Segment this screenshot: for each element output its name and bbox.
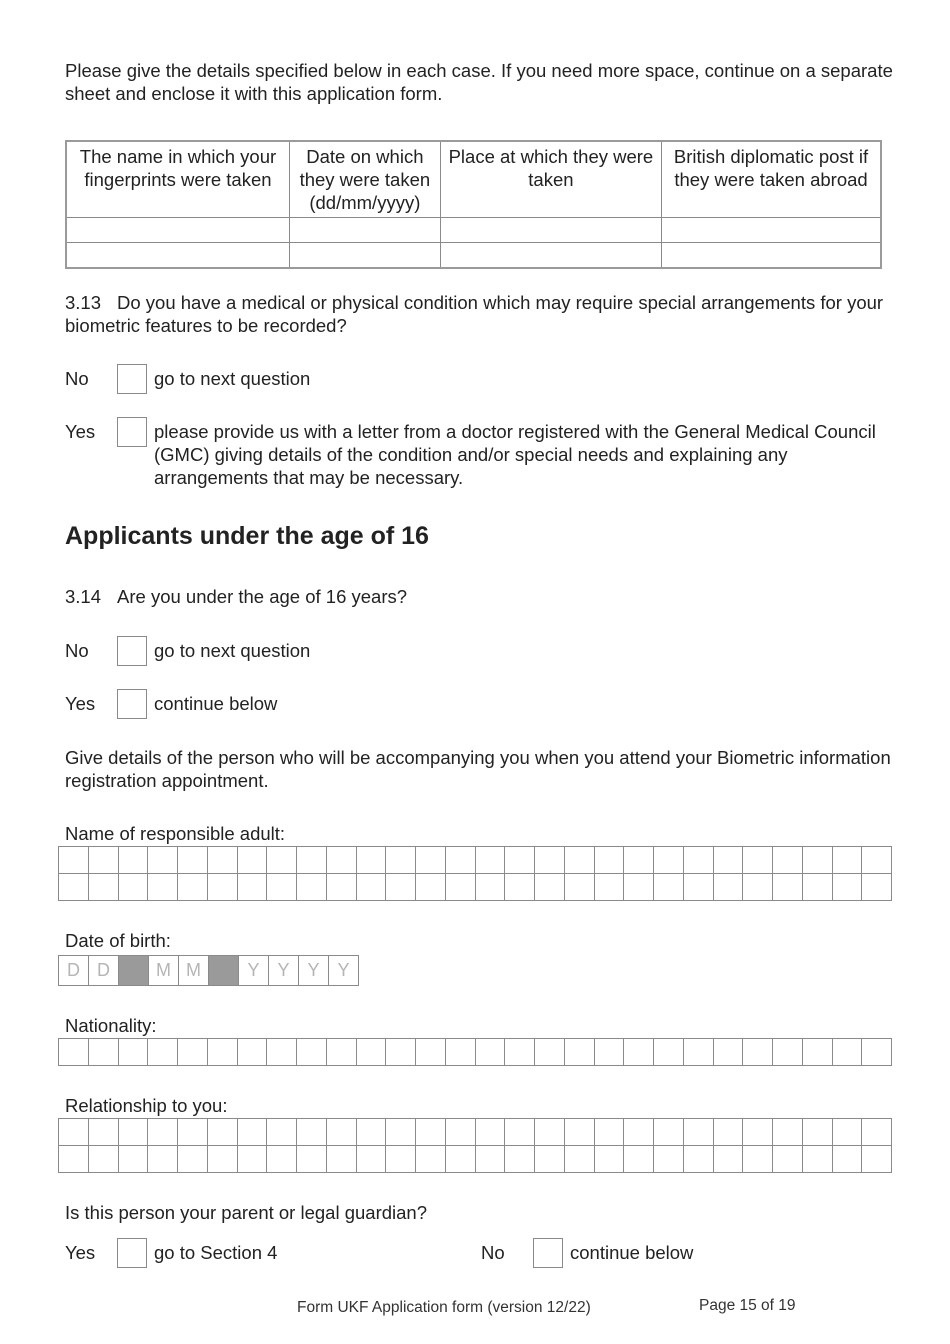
character-box[interactable] (89, 1119, 119, 1146)
character-box[interactable] (714, 1039, 744, 1066)
character-box[interactable] (505, 874, 535, 901)
character-box[interactable] (119, 1146, 149, 1173)
character-box[interactable] (684, 1039, 714, 1066)
guardian-no-note: continue below (570, 1242, 694, 1263)
table-header: Place at which they were taken (440, 141, 661, 218)
nationality-label: Nationality: (65, 1015, 157, 1036)
character-box[interactable] (297, 847, 327, 874)
character-box[interactable] (476, 1039, 506, 1066)
character-box[interactable] (178, 1146, 208, 1173)
table-cell[interactable] (66, 218, 289, 243)
character-box[interactable] (714, 1146, 744, 1173)
character-box[interactable] (59, 874, 89, 901)
character-box[interactable] (565, 1039, 595, 1066)
character-box[interactable] (773, 1039, 803, 1066)
character-box[interactable] (267, 874, 297, 901)
character-box[interactable] (178, 1039, 208, 1066)
question-text: Are you under the age of 16 years? (117, 586, 408, 607)
character-box[interactable] (714, 1119, 744, 1146)
character-box[interactable] (684, 874, 714, 901)
character-box[interactable] (684, 1146, 714, 1173)
relationship-input[interactable] (58, 1118, 892, 1173)
character-box[interactable] (476, 1119, 506, 1146)
character-box[interactable] (416, 1146, 446, 1173)
character-box[interactable] (803, 1039, 833, 1066)
character-box[interactable] (148, 1119, 178, 1146)
character-box[interactable] (119, 1039, 149, 1066)
character-box[interactable] (862, 1039, 892, 1066)
character-box[interactable] (505, 847, 535, 874)
character-box[interactable] (178, 1119, 208, 1146)
dob-year-cell[interactable]: Y (239, 956, 269, 986)
question-number: 3.13 (65, 292, 102, 313)
character-box[interactable] (238, 1039, 268, 1066)
table-cell[interactable] (66, 243, 289, 269)
character-box[interactable] (833, 847, 863, 874)
q313-yes-label: Yes (65, 421, 96, 442)
character-box[interactable] (357, 1119, 387, 1146)
character-box[interactable] (148, 874, 178, 901)
character-box[interactable] (238, 874, 268, 901)
character-box[interactable] (178, 874, 208, 901)
character-box[interactable] (327, 847, 357, 874)
guardian-no-label: No (481, 1242, 505, 1263)
character-box[interactable] (119, 847, 149, 874)
character-box[interactable] (535, 874, 565, 901)
character-box[interactable] (386, 874, 416, 901)
q314-yes-note: continue below (154, 693, 278, 714)
character-box[interactable] (148, 847, 178, 874)
character-box[interactable] (624, 847, 654, 874)
character-box[interactable] (386, 1146, 416, 1173)
table-row (66, 218, 881, 243)
q313-no-note: go to next question (154, 368, 311, 389)
character-box[interactable] (267, 847, 297, 874)
q314-yes-checkbox[interactable] (117, 689, 147, 719)
character-box[interactable] (803, 1119, 833, 1146)
character-box[interactable] (714, 874, 744, 901)
character-box[interactable] (773, 874, 803, 901)
character-box[interactable] (476, 1146, 506, 1173)
character-box[interactable] (267, 1119, 297, 1146)
character-box[interactable] (89, 1039, 119, 1066)
character-box[interactable] (505, 1119, 535, 1146)
character-box[interactable] (386, 1039, 416, 1066)
guardian-no-checkbox[interactable] (533, 1238, 563, 1268)
name-label: Name of responsible adult: (65, 823, 286, 844)
character-box[interactable] (743, 874, 773, 901)
table-header: British diplomatic post if they were taken abroad (662, 141, 881, 218)
q314-no-checkbox[interactable] (117, 636, 147, 666)
character-box[interactable] (208, 1119, 238, 1146)
q314-no-note: go to next question (154, 640, 311, 661)
character-box[interactable] (208, 1146, 238, 1173)
q313-yes-checkbox[interactable] (117, 417, 147, 447)
character-box[interactable] (446, 847, 476, 874)
character-box[interactable] (446, 1146, 476, 1173)
character-box[interactable] (624, 1119, 654, 1146)
character-box[interactable] (446, 874, 476, 901)
dob-input[interactable] (58, 955, 359, 986)
question-3-13 (65, 291, 905, 337)
accompany-text: Give details of the person who will be accompanying you when you attend your Biometric information registration appointment. (65, 747, 891, 791)
character-box[interactable] (386, 847, 416, 874)
character-box[interactable] (833, 1146, 863, 1173)
dob-year-cell[interactable]: Y (329, 956, 359, 986)
character-box[interactable] (803, 874, 833, 901)
character-box[interactable] (446, 1039, 476, 1066)
character-box[interactable] (297, 1146, 327, 1173)
character-box[interactable] (743, 1119, 773, 1146)
character-box[interactable] (833, 1039, 863, 1066)
character-box[interactable] (416, 1039, 446, 1066)
table-row (66, 243, 881, 269)
character-box[interactable] (595, 1039, 625, 1066)
character-box[interactable] (238, 847, 268, 874)
footer-page-number: Page 15 of 19 (699, 1297, 796, 1314)
character-box[interactable] (773, 1146, 803, 1173)
character-box[interactable] (743, 847, 773, 874)
table-cell[interactable] (289, 243, 440, 269)
character-box[interactable] (505, 1146, 535, 1173)
character-box[interactable] (535, 847, 565, 874)
character-box[interactable] (59, 847, 89, 874)
character-box[interactable] (833, 1119, 863, 1146)
character-box[interactable] (743, 1039, 773, 1066)
table-cell[interactable] (289, 218, 440, 243)
character-box[interactable] (208, 847, 238, 874)
character-box[interactable] (267, 1039, 297, 1066)
character-box[interactable] (862, 1119, 892, 1146)
character-box[interactable] (862, 847, 892, 874)
character-box[interactable] (327, 874, 357, 901)
character-box[interactable] (684, 847, 714, 874)
fingerprints-table (65, 140, 882, 269)
character-box[interactable] (119, 1119, 149, 1146)
responsible-adult-name-input[interactable] (58, 846, 892, 901)
character-box[interactable] (178, 847, 208, 874)
character-box[interactable] (416, 874, 446, 901)
table-cell[interactable] (662, 243, 881, 269)
character-box[interactable] (773, 1119, 803, 1146)
character-box[interactable] (565, 1119, 595, 1146)
dob-year-cell[interactable]: Y (299, 956, 329, 986)
guardian-yes-note: go to Section 4 (154, 1242, 278, 1263)
character-box[interactable] (238, 1119, 268, 1146)
table-header: Date on which they were taken (dd/mm/yyyy) (289, 141, 440, 218)
question-text: Do you have a medical or physical condition which may require special arrangements for your biometric features to be recorded? (65, 292, 884, 336)
relationship-label: Relationship to you: (65, 1095, 228, 1116)
question-3-14 (65, 585, 407, 608)
question-number: 3.14 (65, 586, 102, 607)
character-box[interactable] (535, 1119, 565, 1146)
character-box[interactable] (714, 847, 744, 874)
character-box[interactable] (386, 1119, 416, 1146)
dob-day-cell[interactable]: D (89, 956, 119, 986)
character-box[interactable] (89, 847, 119, 874)
table-cell[interactable] (662, 218, 881, 243)
character-box[interactable] (595, 1119, 625, 1146)
character-box[interactable] (208, 874, 238, 901)
character-box[interactable] (565, 1146, 595, 1173)
q313-yes-note: please provide us with a letter from a doctor registered with the General Medical Council (GMC) giving details of the condition and/or special needs and explaining any arrangements that may be necessary. (154, 421, 876, 488)
character-box[interactable] (476, 874, 506, 901)
nationality-input[interactable] (58, 1038, 892, 1066)
table-header: The name in which your fingerprints were taken (66, 141, 289, 218)
character-box[interactable] (833, 874, 863, 901)
character-box[interactable] (505, 1039, 535, 1066)
character-box[interactable] (208, 1039, 238, 1066)
character-box[interactable] (654, 874, 684, 901)
character-box[interactable] (476, 847, 506, 874)
character-box[interactable] (684, 1119, 714, 1146)
dob-year-cell[interactable]: Y (269, 956, 299, 986)
table-cell[interactable] (440, 243, 661, 269)
character-box[interactable] (297, 1039, 327, 1066)
dob-label: Date of birth: (65, 930, 171, 951)
character-box[interactable] (862, 1146, 892, 1173)
section-heading: Applicants under the age of 16 (65, 522, 429, 550)
dob-month-cell[interactable]: M (179, 956, 209, 986)
character-box[interactable] (148, 1039, 178, 1066)
character-box[interactable] (267, 1146, 297, 1173)
character-box[interactable] (595, 1146, 625, 1173)
character-box[interactable] (357, 874, 387, 901)
character-box[interactable] (624, 1039, 654, 1066)
guardian-question: Is this person your parent or legal guardian? (65, 1202, 427, 1223)
character-box[interactable] (654, 1119, 684, 1146)
character-box[interactable] (119, 874, 149, 901)
character-box[interactable] (59, 1119, 89, 1146)
character-box[interactable] (773, 847, 803, 874)
character-box[interactable] (624, 1146, 654, 1173)
character-box[interactable] (297, 874, 327, 901)
character-box[interactable] (803, 847, 833, 874)
character-box[interactable] (595, 847, 625, 874)
character-box[interactable] (446, 1119, 476, 1146)
character-box[interactable] (565, 874, 595, 901)
q313-no-checkbox[interactable] (117, 364, 147, 394)
character-box[interactable] (357, 1039, 387, 1066)
guardian-yes-label: Yes (65, 1242, 96, 1263)
q314-yes-label: Yes (65, 693, 96, 714)
footer-form-name: Form UKF Application form (version 12/22) (297, 1299, 591, 1316)
intro-text: Please give the details specified below in each case. If you need more space, continue on a separate sheet and enclose it with this application form. (65, 60, 893, 104)
character-box[interactable] (416, 1119, 446, 1146)
dob-day-cell[interactable]: D (59, 956, 89, 986)
character-box[interactable] (535, 1146, 565, 1173)
character-box[interactable] (357, 847, 387, 874)
character-box[interactable] (535, 1039, 565, 1066)
dob-separator (209, 956, 239, 986)
character-box[interactable] (743, 1146, 773, 1173)
guardian-yes-checkbox[interactable] (117, 1238, 147, 1268)
character-box[interactable] (59, 1146, 89, 1173)
character-box[interactable] (862, 874, 892, 901)
character-box[interactable] (654, 847, 684, 874)
character-box[interactable] (565, 847, 595, 874)
character-box[interactable] (624, 874, 654, 901)
character-box[interactable] (89, 874, 119, 901)
dob-month-cell[interactable]: M (149, 956, 179, 986)
character-box[interactable] (89, 1146, 119, 1173)
character-box[interactable] (595, 874, 625, 901)
character-box[interactable] (654, 1146, 684, 1173)
dob-separator (119, 956, 149, 986)
character-box[interactable] (803, 1146, 833, 1173)
table-cell[interactable] (440, 218, 661, 243)
character-box[interactable] (59, 1039, 89, 1066)
q314-no-label: No (65, 640, 89, 661)
character-box[interactable] (327, 1039, 357, 1066)
character-box[interactable] (416, 847, 446, 874)
q313-no-label: No (65, 368, 89, 389)
character-box[interactable] (654, 1039, 684, 1066)
character-box[interactable] (327, 1119, 357, 1146)
character-box[interactable] (327, 1146, 357, 1173)
character-box[interactable] (238, 1146, 268, 1173)
character-box[interactable] (148, 1146, 178, 1173)
character-box[interactable] (297, 1119, 327, 1146)
character-box[interactable] (357, 1146, 387, 1173)
